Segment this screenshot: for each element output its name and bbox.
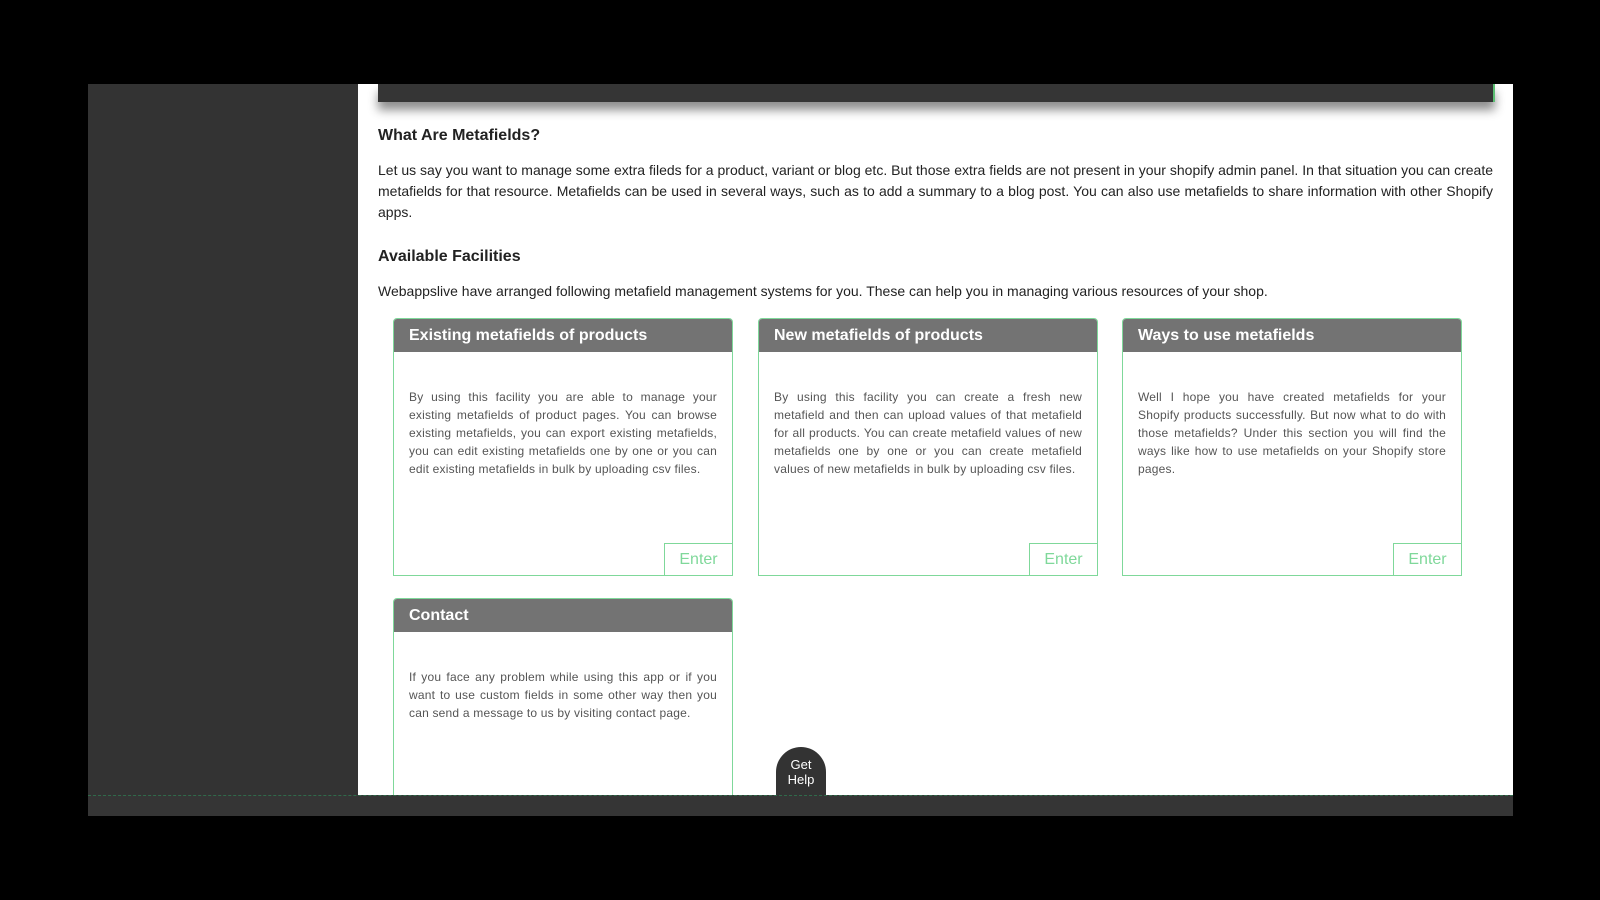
card-new-metafields [758, 318, 1098, 576]
app-frame [88, 84, 1513, 816]
intro-heading: What Are Metafields? [378, 127, 541, 144]
card-title: Existing metafields of products [394, 319, 732, 352]
card-contact [393, 598, 733, 795]
card-title: Contact [394, 599, 732, 632]
card-ways-to-use [1122, 318, 1462, 576]
sidebar [88, 84, 358, 795]
get-help-button[interactable] [776, 747, 826, 797]
card-title: New metafields of products [759, 319, 1097, 352]
card-description: Well I hope you have created metafields for your Shopify products successfully. But now what to do with those metafields? Under this section you will find the ways like how to use metafields on your Shopify store pages. [1138, 390, 1446, 476]
card-description: If you face any problem while using this app or if you want to use custom fields in some other way then you can send a message to us by visiting contact page. [409, 670, 717, 720]
facilities-paragraph: Webappslive have arranged following metafield management systems for you. These can help you in managing various resources of your shop. [378, 283, 1268, 299]
enter-button[interactable]: Enter [1029, 543, 1098, 576]
enter-button[interactable]: Enter [1393, 543, 1462, 576]
main-content [358, 84, 1513, 795]
facilities-heading: Available Facilities [378, 248, 521, 265]
card-title: Ways to use metafields [1123, 319, 1461, 352]
bottom-bar [88, 795, 1513, 816]
card-description: By using this facility you can create a fresh new metafield and then can upload values of that metafield for all products. You can create metafield values of new metafields one by one or you can create metafield values of new metafields in bulk by uploading csv files. [774, 390, 1082, 476]
get-help-label-line2: Help [787, 772, 815, 787]
card-description: By using this facility you are able to manage your existing metafields of product pages. You can browse existing metafields, you can export existing metafields, you can edit existing metafields one by one or you can edit existing metafields in bulk by uploading csv files. [409, 390, 717, 476]
intro-paragraph: Let us say you want to manage some extra fileds for a product, variant or blog etc. But those extra fields are not present in your shopify admin panel. In that situation you can create metafields for that resource. Metafields can be used in several ways, such as to add a summary to a blog post. You can also use metafields to share information with other Shopify apps. [378, 162, 1493, 220]
card-existing-metafields [393, 318, 733, 576]
enter-button[interactable]: Enter [664, 543, 733, 576]
top-banner [378, 84, 1495, 102]
get-help-label-line1: Get [790, 757, 812, 772]
